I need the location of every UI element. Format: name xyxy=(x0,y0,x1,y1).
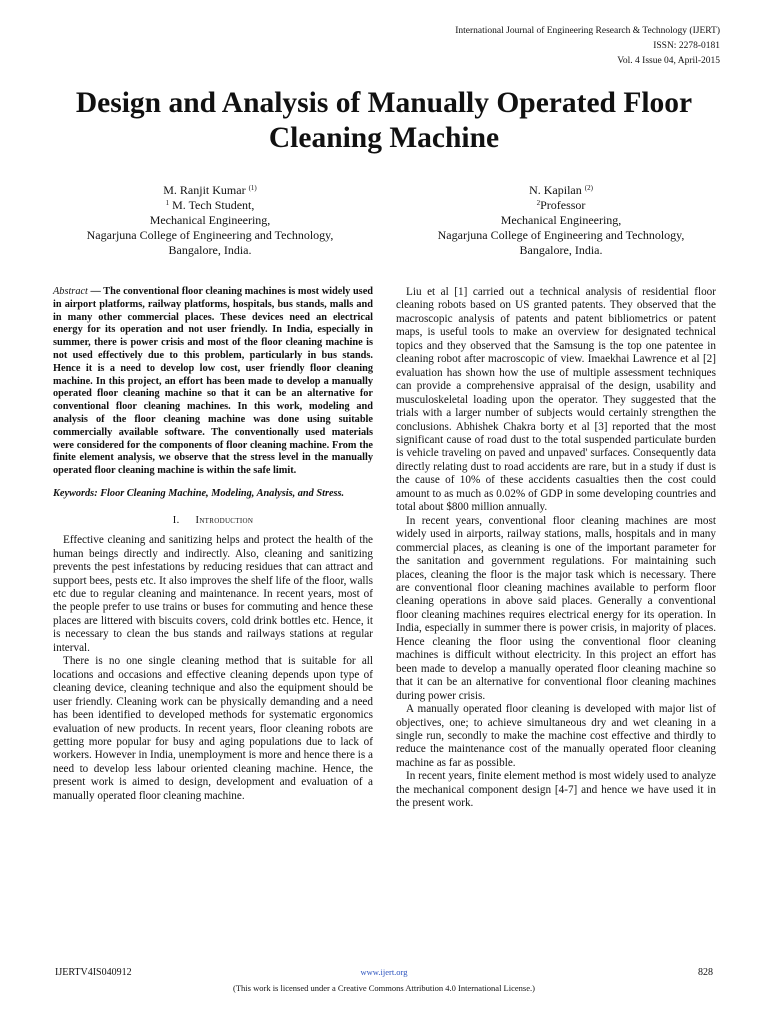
author-role-line xyxy=(40,198,380,213)
author-college: Nagarjuna College of Engineering and Technology, xyxy=(86,228,334,242)
author-role: Professor xyxy=(540,198,586,212)
author-department: Mechanical Engineering, xyxy=(500,213,622,227)
author-name-line xyxy=(400,183,722,198)
abstract-text: — The conventional floor cleaning machines is most widely used in airport platforms, railway platforms, hospitals, bus stands, malls and in many other commercial places. These devices need an electrical energy for its operation and not user friendly. In India, especially in summer, there is power crisis and most of the floor cleaning machine is not used effectively due to this problem, particularly in bus stands. Hence it is a need to develop low cost, user friendly floor cleaning machine. In this project, an effort has been made to develop a manually operated floor cleaning machine so that it can be an alternative for conventional floor cleaning machines. In this work, modeling and analysis of the floor cleaning machine was done using suitable commercially available software. The conventionally used materials were considered for the components of floor cleaning machine. From the finite element analysis, we observe that the stress level in the manually operated floor cleaning machine is within the safe limit. xyxy=(53,286,373,477)
body-paragraph: A manually operated floor cleaning is developed with major list of objectives, one; to achieve simultaneous dry and wet cleaning in a single run, secondly to make the machine cost effective and thirdly to reduce the maintenance cost of the manually operated floor cleaning machine as far as possible. xyxy=(396,703,716,769)
left-column xyxy=(53,286,373,803)
journal-name: International Journal of Engineering Research & Technology (IJERT) xyxy=(455,26,720,36)
section-number: I. xyxy=(172,514,180,526)
author-city: Bangalore, India. xyxy=(519,243,603,257)
author-marker: (1) xyxy=(248,184,257,192)
website-link[interactable]: www.ijert.org xyxy=(360,967,408,977)
author-name-line xyxy=(40,183,380,198)
page-number: 828 xyxy=(698,967,713,978)
abstract-label: Abstract xyxy=(53,286,88,297)
affiliation-marker: 2 xyxy=(536,199,541,207)
affiliation-marker: 1 xyxy=(165,199,170,207)
journal-header xyxy=(455,24,720,69)
issn: ISSN: 2278-0181 xyxy=(653,41,720,51)
author-name: N. Kapilan xyxy=(529,183,582,197)
right-column xyxy=(396,286,716,811)
volume-issue: Vol. 4 Issue 04, April-2015 xyxy=(617,56,720,66)
author-role: M. Tech Student, xyxy=(172,198,255,212)
author-department: Mechanical Engineering, xyxy=(149,213,271,227)
author-block-2 xyxy=(400,183,722,258)
author-role-line xyxy=(400,198,722,213)
section-title: Introduction xyxy=(195,514,254,526)
author-name: M. Ranjit Kumar xyxy=(163,183,246,197)
abstract xyxy=(53,286,373,478)
keywords: Keywords: Floor Cleaning Machine, Modeling, Analysis, and Stress. xyxy=(53,487,345,499)
author-marker: (2) xyxy=(584,184,593,192)
body-paragraph: In recent years, finite element method is most widely used to analyze the mechanical component design [4-7] and hence we have used it in the present work. xyxy=(396,770,716,810)
body-paragraph: In recent years, conventional floor cleaning machines are most widely used in airports, railway stations, malls, hospitals and in many commercial places, as cleaning is one of the important parameter for the sanitation and government regulations. For maintaining such places, cleaning the floor is the major task which is necessary. There are conventional floor cleaning machines available to perform floor cleaning operations in above said places. Generally a conventional floor cleaning machines requires electrical energy for its operation. In India, especially in summer there is power crisis, in majority of places. Hence cleaning the floor using the conventional floor cleaning machines is difficult without electricity. In this project an effort has been made to develop a manually operated floor cleaning machine so that it can be an alternative for conventional floor cleaning machines during power crisis. xyxy=(396,514,716,702)
license-note: (This work is licensed under a Creative Commons Attribution 4.0 International License.) xyxy=(233,983,535,993)
section-heading xyxy=(53,514,373,527)
author-block-1 xyxy=(40,183,380,258)
body-paragraph: There is no one single cleaning method that is suitable for all locations and occasions and effective cleaning depends upon type of cleaning device, cleaning technique and also the equipment should be user friendly. Cleaning work can be physically demanding and a need has been identified to developed methods for systematic ergonomics evaluation of new products. In recent years, floor cleaning robots are getting more popular for busy and aging populations due to lack of workers. However in India, unemployment is more and hence there is a need to develop less labour oriented cleaning machine. Hence, the present work is aimed to design, development and evaluation of a manually operated floor cleaning machine. xyxy=(53,655,373,802)
body-paragraph: Effective cleaning and sanitizing helps and protect the health of the human beings directly and indirectly. Also, cleaning and sanitizing prevents the pest infestations by reducing residues that can attract and support bees, pests etc. It also improves the shelf life of the floor, walls etc due to regular cleaning and maintenance. In recent years, most of the people prefer to use trains or buses for commuting and hence these places are littered with biscuits covers, cold drink bottles etc. Hence, it is necessary to clean the bus stands and railways stations at regular interval. xyxy=(53,534,373,654)
author-college: Nagarjuna College of Engineering and Technology, xyxy=(437,228,685,242)
paper-title: Design and Analysis of Manually Operated Floor Cleaning Machine xyxy=(75,87,693,154)
paper-id: IJERTV4IS040912 xyxy=(55,967,132,978)
author-city: Bangalore, India. xyxy=(168,243,252,257)
body-paragraph: Liu et al [1] carried out a technical analysis of residential floor cleaning robots based on US granted patents. They observed that the macroscopic analysis of patents and patent bibliometrics or patent maps, is useful tools to make an overview for designated technical topics and they observed that the Samsung is the top one patentee in cleaning robot after macroscopic of view. Imaekhai Lawrence et al [2] evaluation has shown how the use of multiple assessment techniques can provide a comprehensive appraisal of the design, usability and musculoskeletal loading upon the operator. They suggested that the trials with a larger number of subjects would certainly strengthen the conclusions. Abhishek Chakra borty et al [3] reported that the most significant cause of road dust to the total suspended particulate burden is vehicle traveling on paved and unpaved' surfaces. Consequently data directly relating dust to road accidents are rare, but in a study if dust is the cause of 10% of these accidents casualties then the cost could amount to as much as 0.02% of GDP in some developing countries and total about $800 million annually. xyxy=(396,286,716,514)
